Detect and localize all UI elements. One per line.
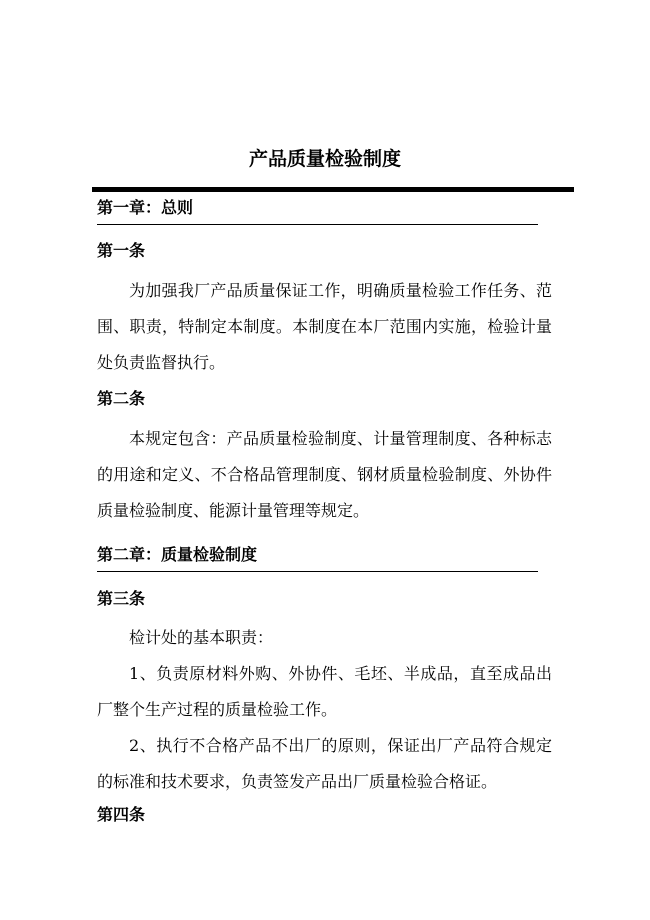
chapter-1-underline [97, 224, 538, 225]
article-2-heading: 第二条 [97, 389, 146, 408]
document-title: 产品质量检验制度 [248, 148, 401, 170]
chapter-1-heading: 第一章：总则 [97, 198, 194, 217]
chapter-2-heading: 第二章：质量检验制度 [97, 545, 258, 564]
article-1-heading: 第一条 [97, 241, 146, 260]
article-2-paragraph: 本规定包含：产品质量检验制度、计量管理制度、各种标志的用途和定义、不合格品管理制度、钢材质量检验制度、外协件质量检验制度、能源计量管理等规定。 [97, 429, 552, 520]
article-3-intro: 检计处的基本职责： [129, 628, 274, 647]
title-divider [92, 187, 574, 192]
article-1-paragraph: 为加强我厂产品质量保证工作，明确质量检验工作任务、范围、职责，特制定本制度。本制度在本厂范围内实施，检验计量处负责监督执行。 [97, 281, 552, 372]
article-3-heading: 第三条 [97, 589, 146, 608]
chapter-2-underline [97, 571, 538, 572]
article-3-item-1: 1、负责原材料外购、外协件、毛坯、半成品，直至成品出厂整个生产过程的质量检验工作。 [97, 664, 552, 719]
article-3-item-2: 2、执行不合格产品不出厂的原则，保证出厂产品符合规定的标准和技术要求，负责签发产品出厂质量检验合格证。 [97, 736, 552, 791]
article-4-heading: 第四条 [97, 805, 146, 824]
